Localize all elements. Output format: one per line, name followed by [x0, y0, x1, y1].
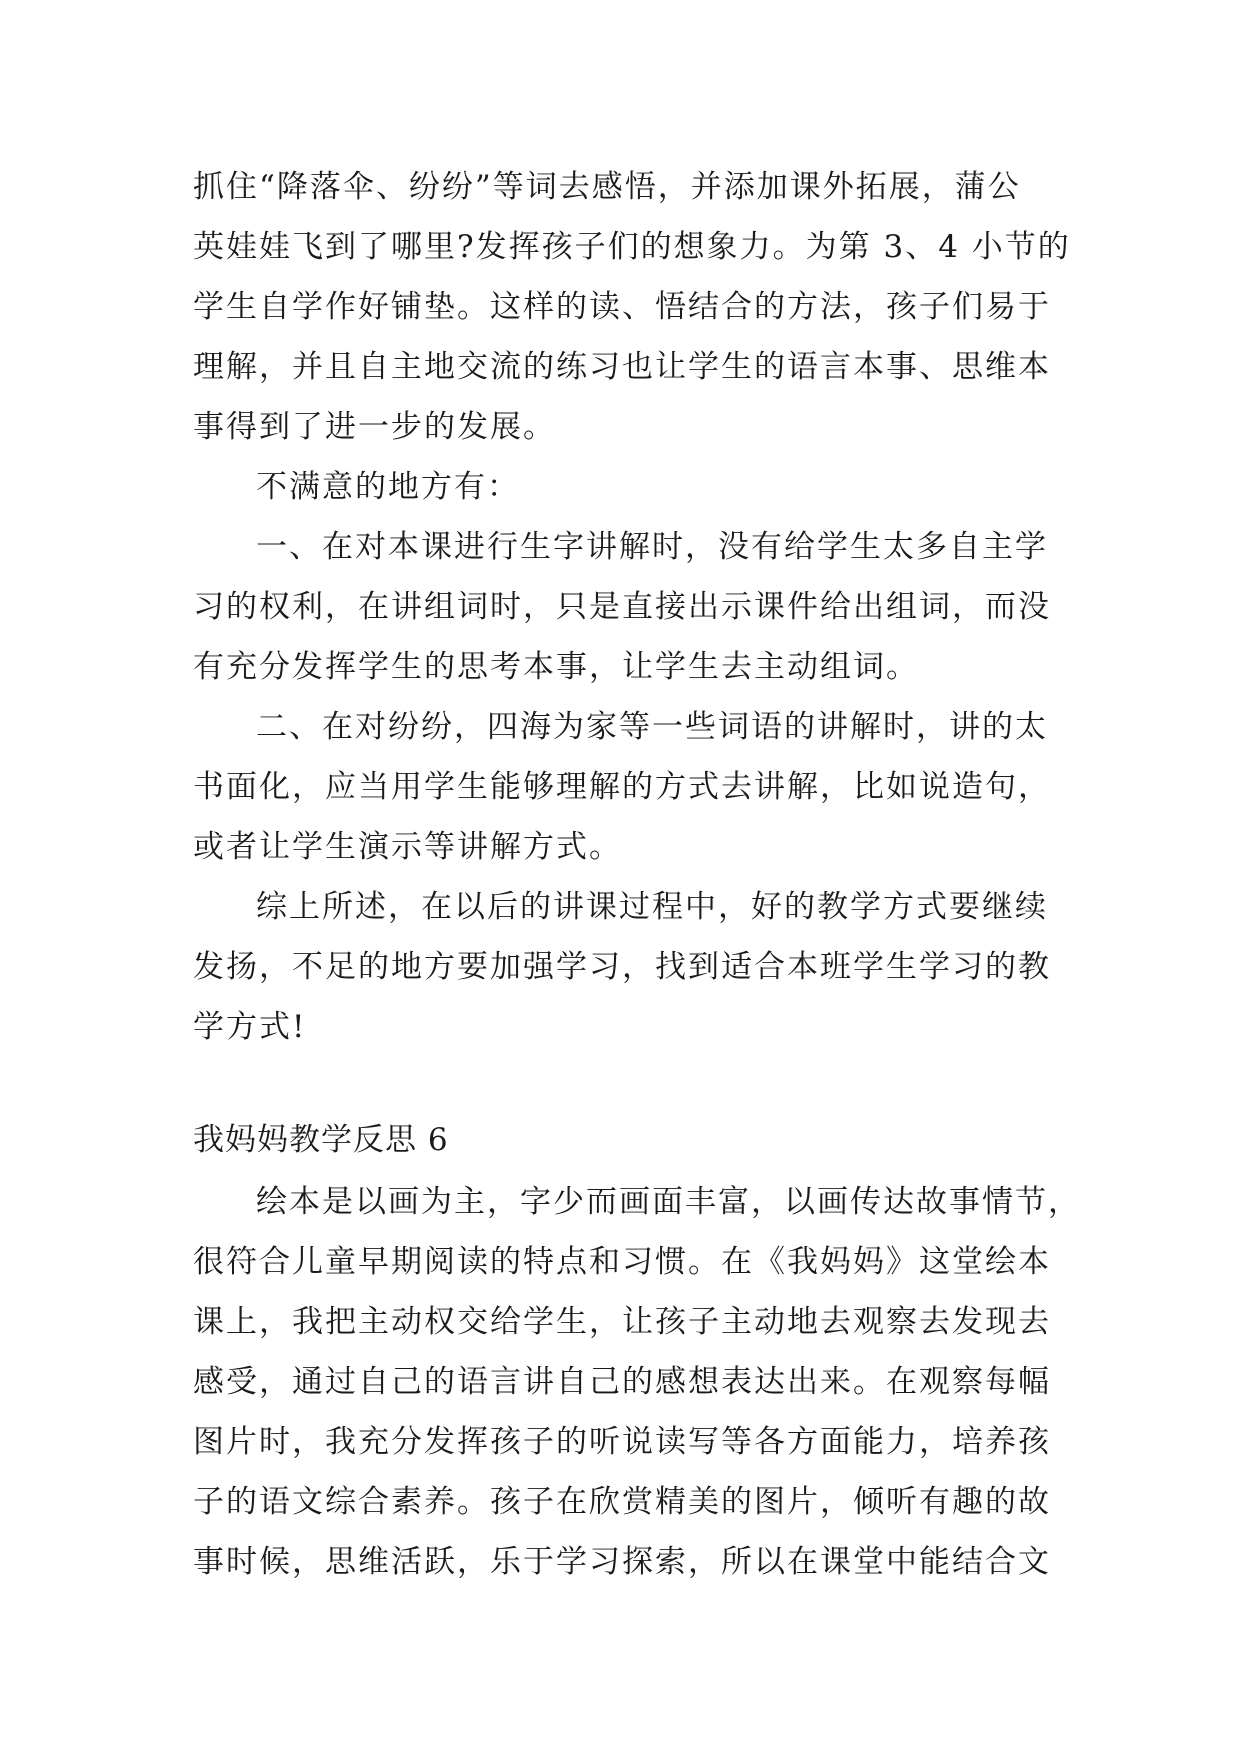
- paragraph-line: 不满意的地方有：: [256, 469, 520, 505]
- paragraph-line: 课上，我把主动权交给学生，让孩子主动地去观察去发现去: [193, 1304, 1051, 1340]
- paragraph-line: 或者让学生演示等讲解方式。: [193, 829, 622, 865]
- paragraph-line: 感受，通过自己的语言讲自己的感想表达出来。在观察每幅: [193, 1364, 1051, 1400]
- paragraph-line: 很符合儿童早期阅读的特点和习惯。在《我妈妈》这堂绘本: [193, 1244, 1051, 1280]
- paragraph-line: 图片时，我充分发挥孩子的听说读写等各方面能力，培养孩: [193, 1424, 1051, 1460]
- paragraph-line: 综上所述，在以后的讲课过程中，好的教学方式要继续: [256, 889, 1048, 925]
- paragraph-line: 一、在对本课进行生字讲解时，没有给学生太多自主学: [256, 529, 1048, 565]
- paragraph-line: 事得到了进一步的发展。: [193, 409, 556, 445]
- paragraph-line: 有充分发挥学生的思考本事，让学生去主动组词。: [193, 649, 919, 685]
- paragraph-line: 子的语文综合素养。孩子在欣赏精美的图片，倾听有趣的故: [193, 1484, 1051, 1520]
- paragraph-line: 事时候，思维活跃，乐于学习探索，所以在课堂中能结合文: [193, 1544, 1051, 1580]
- section-heading: 我妈妈教学反思 6: [193, 1122, 449, 1158]
- paragraph-line: 发扬，不足的地方要加强学习，找到适合本班学生学习的教: [193, 949, 1051, 985]
- paragraph-line: 二、在对纷纷，四海为家等一些词语的讲解时，讲的太: [256, 709, 1048, 745]
- paragraph-line: 习的权利，在讲组词时，只是直接出示课件给出组词，而没: [193, 589, 1051, 625]
- paragraph-line: 抓住“降落伞、纷纷”等词去感悟，并添加课外拓展，蒲公: [193, 169, 1021, 205]
- paragraph-line: 学生自学作好铺垫。这样的读、悟结合的方法，孩子们易于: [193, 289, 1051, 325]
- paragraph-line: 书面化，应当用学生能够理解的方式去讲解，比如说造句，: [193, 769, 1051, 805]
- paragraph-line: 绘本是以画为主，字少而画面丰富，以画传达故事情节，: [256, 1184, 1081, 1220]
- paragraph-line: 英娃娃飞到了哪里?发挥孩子们的想象力。为第 3、4 小节的: [193, 229, 1071, 265]
- paragraph-line: 理解，并且自主地交流的练习也让学生的语言本事、思维本: [193, 349, 1051, 385]
- paragraph-line: 学方式!: [193, 1009, 307, 1045]
